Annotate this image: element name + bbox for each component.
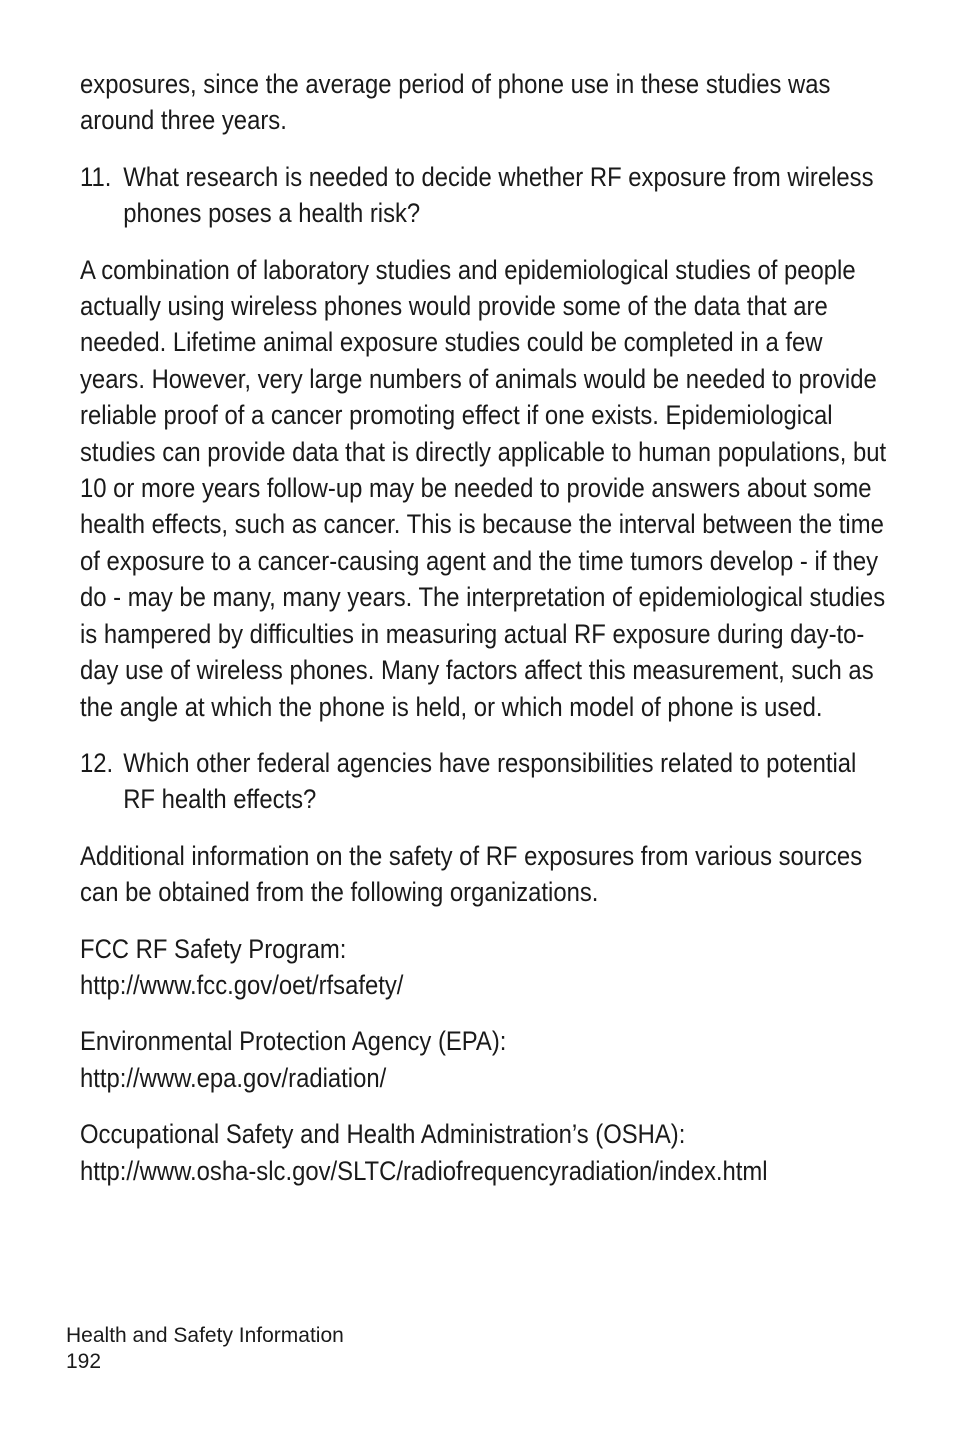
answer-11-paragraph: A combination of laboratory studies and epidemiological studies of people actually using wireless phones would provide some of the data that are needed. Lifetime animal exposure studies could be completed in a few years. However, very large numbers of animals would be needed to provide reliable proof of a cancer promoting effect if one exists. Epidemiological studies can provide data that is directly applicable to human populations, but 10 or more years follow-up may be needed to provide answers about some health effects, such as cancer. This is because the interval between the time of exposure to a cancer-causing agent and the time tumors develop - if they do - may be many, many years. The interpretation of epidemiological studies is hampered by difficulties in measuring actual RF exposure during day-to-day use of wireless phones. Many factors affect this measurement, such as the angle at which the phone is held, or which model of phone is used.: [80, 254, 887, 722]
organization-name: Environmental Protection Agency (EPA):: [80, 1026, 507, 1057]
organization-name: FCC RF Safety Program:: [80, 933, 347, 964]
organization-url[interactable]: http://www.osha-slc.gov/SLTC/radiofrequencyradiation/index.html: [80, 1155, 768, 1186]
question-number: 11.: [80, 161, 112, 192]
organization-url[interactable]: http://www.epa.gov/radiation/: [80, 1062, 387, 1093]
footer-section-title: Health and Safety Information: [66, 1324, 344, 1347]
organization-epa: [80, 1023, 892, 1096]
organization-osha: [80, 1116, 892, 1189]
page-number: 192: [66, 1350, 102, 1373]
question-text: Which other federal agencies have responsibilities related to potential RF health effects?: [123, 747, 857, 815]
answer-12-paragraph: Additional information on the safety of RF exposures from various sources can be obtained from the following organizations.: [80, 840, 863, 908]
page-content: [80, 66, 892, 1209]
intro-paragraph: exposures, since the average period of phone use in these studies was around three years.: [80, 69, 831, 136]
organization-name: Occupational Safety and Health Administration’s (OSHA):: [80, 1119, 686, 1150]
question-11: [80, 159, 892, 232]
question-number: 12.: [80, 747, 114, 778]
question-12: [80, 745, 892, 818]
organization-url[interactable]: http://www.fcc.gov/oet/rfsafety/: [80, 969, 404, 1000]
question-text: What research is needed to decide whether RF exposure from wireless phones poses a health risk?: [123, 161, 874, 229]
page-footer: [66, 1323, 344, 1375]
organization-fcc: [80, 931, 892, 1004]
